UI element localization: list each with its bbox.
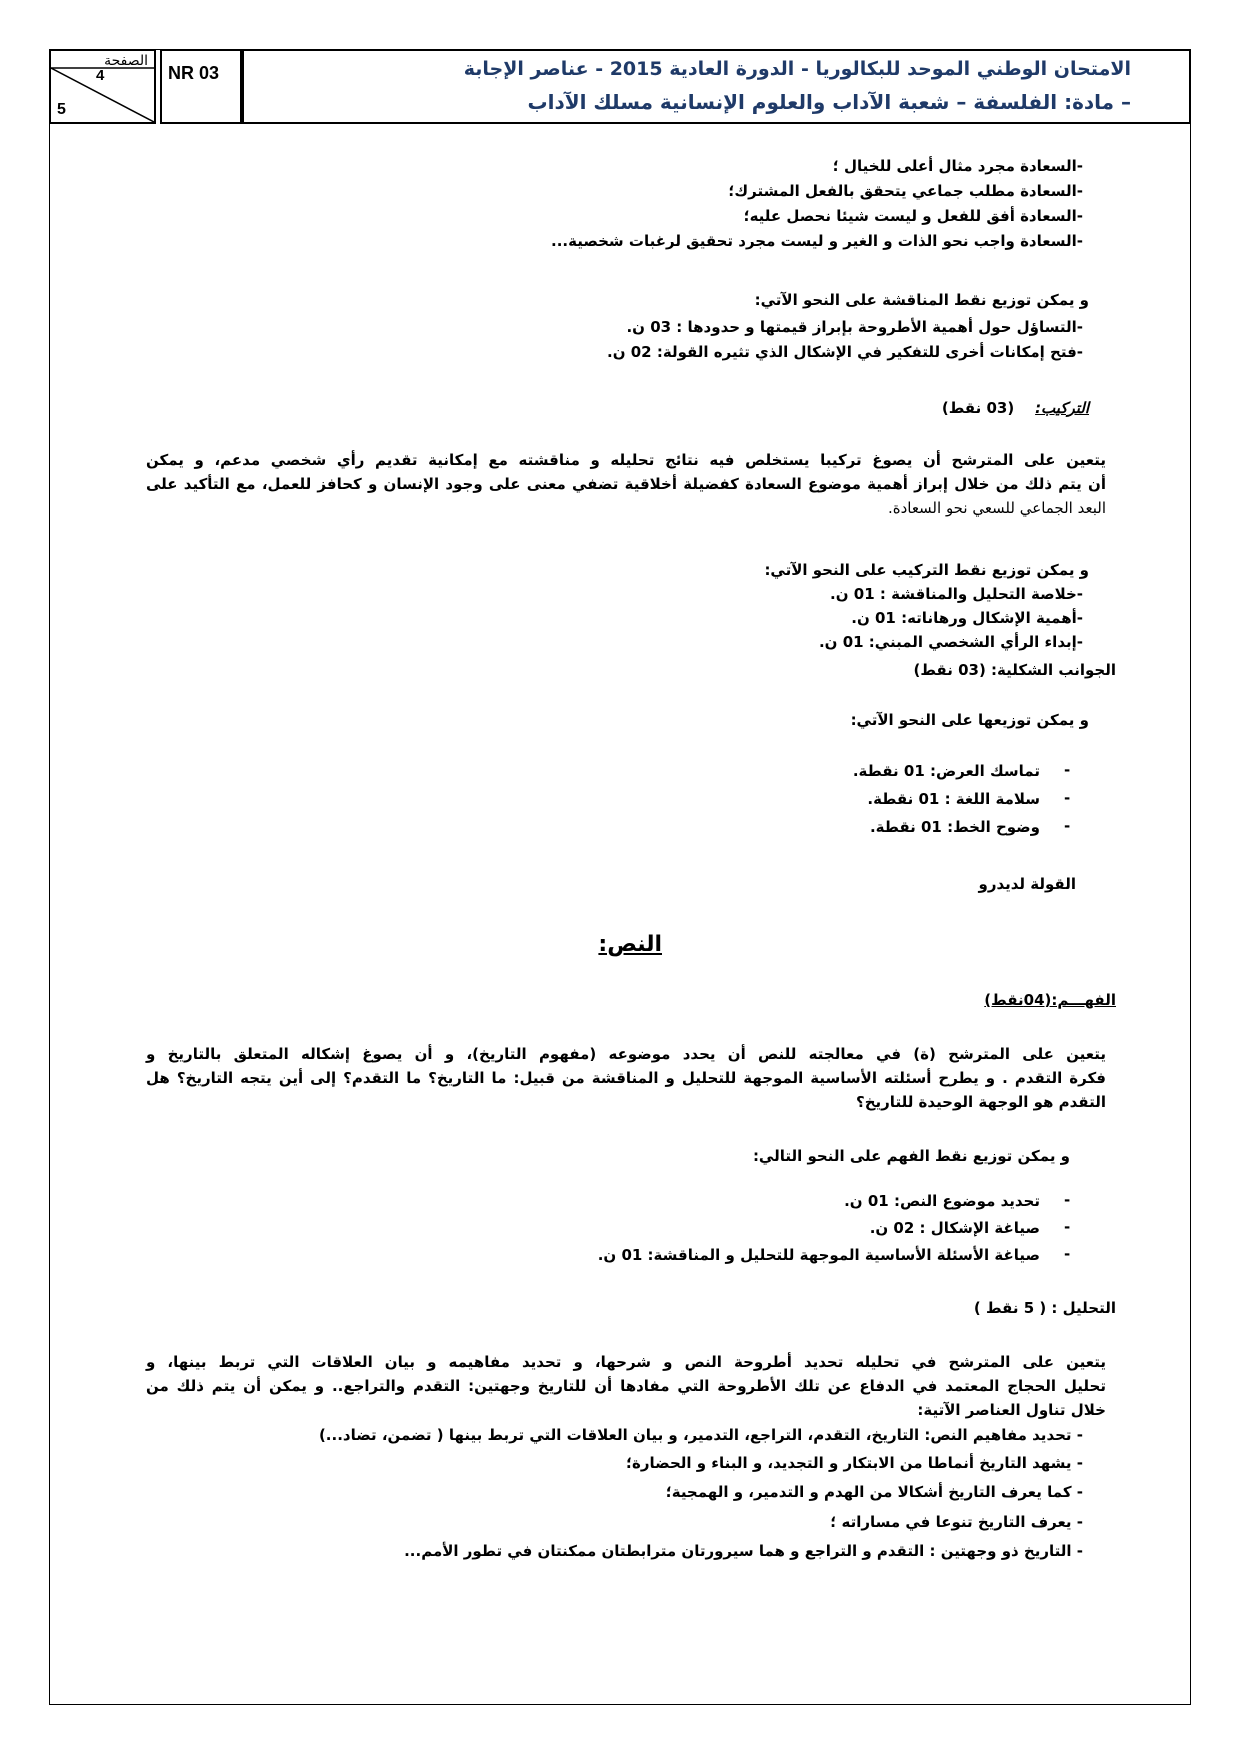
- synthesis-title: التركيب:: [1035, 399, 1089, 417]
- comprehension-title: الفهـــم:(04نقط): [984, 991, 1116, 1009]
- formal-item: وضوح الخط: 01 نقطة.: [869, 818, 1040, 836]
- analysis-item: - يعرف التاريخ تنوعا في مساراته ؛: [830, 1513, 1083, 1531]
- exam-title: [242, 49, 1191, 124]
- analysis-item: - تحديد مفاهيم النص: التاريخ، التقدم، التراجع، التدمير، و بيان العلاقات التي تربط بينها ( تضمن، تضاد...): [318, 1426, 1083, 1444]
- analysis-title: التحليل : ( 5 نقط ): [973, 1299, 1116, 1317]
- discussion-intro: و يمكن توزيع نقط المناقشة على النحو الآتي:: [754, 291, 1089, 309]
- synthesis-item: -خلاصة التحليل والمناقشة : 01 ن.: [830, 585, 1083, 603]
- synthesis-paragraph-line: البعد الجماعي للسعي نحو السعادة.: [887, 499, 1106, 517]
- section1-line: -السعادة مجرد مثال أعلى للخيال ؛: [832, 157, 1083, 175]
- comprehension-intro: و يمكن توزيع نقط الفهم على النحو التالي:: [752, 1147, 1070, 1165]
- quote-label: القولة لديدرو: [978, 875, 1076, 893]
- section1-line: -السعادة مطلب جماعي يتحقق بالفعل المشترك؛: [728, 182, 1083, 200]
- text-heading: النص:: [598, 932, 662, 957]
- formal-intro: و يمكن توزيعها على النحو الآتي:: [850, 711, 1089, 729]
- synthesis-item: -أهمية الإشكال ورهاناته: 01 ن.: [851, 609, 1083, 627]
- analysis-paragraph-line: تحليل الحجاج المعتمد في الدفاع عن تلك الأطروحة التي مفادها أن للتاريخ وجهتين: التقدم والتراجع.. و يمكن أن يتم ذلك من: [146, 1377, 1106, 1395]
- page-number: 4: [96, 67, 105, 84]
- section1-line: -السعادة واجب نحو الذات و الغير و ليست مجرد تحقيق لرغبات شخصية...: [551, 232, 1083, 250]
- synthesis-paragraph-line: أن يتم ذلك من خلال إبراز أهمية موضوع السعادة كفضيلة أخلاقية تضفي معنى على وجود الإنسان و كحافز للعمل، مع التأكيد على: [146, 475, 1106, 493]
- synthesis-item: -إبداء الرأي الشخصي المبني: 01 ن.: [818, 633, 1083, 651]
- formal-item: سلامة اللغة : 01 نقطة.: [867, 790, 1040, 808]
- discussion-item: -فتح إمكانات أخرى للتفكير في الإشكال الذي تثيره القولة: 02 ن.: [607, 343, 1083, 361]
- exam-code: NR 03: [160, 49, 242, 124]
- comprehension-item: صياغة الإشكال : 02 ن.: [869, 1219, 1040, 1237]
- synthesis-intro: و يمكن توزيع نقط التركيب على النحو الآتي:: [764, 561, 1089, 579]
- section1-line: -السعادة أفق للفعل و ليست شيئا نحصل عليه؛: [743, 207, 1083, 225]
- analysis-item: - التاريخ ذو وجهتين : التقدم و التراجع و هما سيرورتان مترابطتان ممكنتان في تطور الأمم...: [404, 1542, 1083, 1560]
- comprehension-paragraph-line: التقدم هو الوجهة الوحيدة للتاريخ؟: [856, 1093, 1106, 1111]
- bullet-dash: -: [1064, 789, 1071, 807]
- formal-title: الجوانب الشكلية: (03 نقط): [913, 661, 1116, 679]
- comprehension-item: صياغة الأسئلة الأساسية الموجهة للتحليل و المناقشة: 01 ن.: [597, 1246, 1040, 1264]
- bullet-dash: -: [1064, 1218, 1071, 1236]
- page-label: الصفحة: [104, 53, 148, 69]
- synthesis-heading: [942, 398, 1089, 418]
- formal-item: تماسك العرض: 01 نقطة.: [852, 762, 1040, 780]
- comprehension-paragraph-line: يتعين على المترشح (ة) في معالجته للنص أن يحدد موضوعه (مفهوم التاريخ)، و أن يصوغ إشكاله المتعلق بالتاريخ و: [146, 1045, 1106, 1063]
- analysis-item: - كما يعرف التاريخ أشكالا من الهدم و التدمير، و الهمجية؛: [665, 1483, 1083, 1501]
- exam-title-line2: – مادة: الفلسفة – شعبة الآداب والعلوم الإنسانية مسلك الآداب: [527, 90, 1131, 114]
- bullet-dash: -: [1064, 761, 1071, 779]
- bullet-dash: -: [1064, 817, 1071, 835]
- synthesis-points: (03 نقط): [941, 399, 1015, 417]
- synthesis-paragraph-line: يتعين على المترشح أن يصوغ تركيبا يستخلص فيه نتائج تحليله و مناقشته مع إمكانية تقديم رأي شخصي مدعم، و يمكن: [146, 451, 1106, 469]
- comprehension-item: تحديد موضوع النص: 01 ن.: [844, 1192, 1040, 1210]
- analysis-item: - يشهد التاريخ أنماطا من الابتكار و التجديد، و البناء و الحضارة؛: [626, 1454, 1083, 1472]
- bullet-dash: -: [1064, 1245, 1071, 1263]
- analysis-paragraph-line: يتعين على المترشح في تحليله تحديد أطروحة النص و شرحها، و تحديد مفاهيمه و بيان العلاقات التي تربط بينها، و: [146, 1353, 1106, 1371]
- page-number-box: [49, 49, 156, 124]
- discussion-item: -التساؤل حول أهمية الأطروحة بإبراز قيمتها و حدودها : 03 ن.: [626, 318, 1083, 336]
- exam-title-line1: الامتحان الوطني الموحد للبكالوريا - الدورة العادية 2015 - عناصر الإجابة: [463, 58, 1131, 80]
- comprehension-paragraph-line: فكرة التقدم . و يطرح أسئلته الأساسية الموجهة للتحليل و المناقشة من قبيل: ما التاريخ؟ ما التقدم؟ إلى أين يتجه التاريخ؟ هل: [146, 1069, 1106, 1087]
- page-total: 5: [57, 101, 66, 118]
- bullet-dash: -: [1064, 1191, 1071, 1209]
- analysis-paragraph-line: خلال تناول العناصر الآتية:: [917, 1401, 1106, 1419]
